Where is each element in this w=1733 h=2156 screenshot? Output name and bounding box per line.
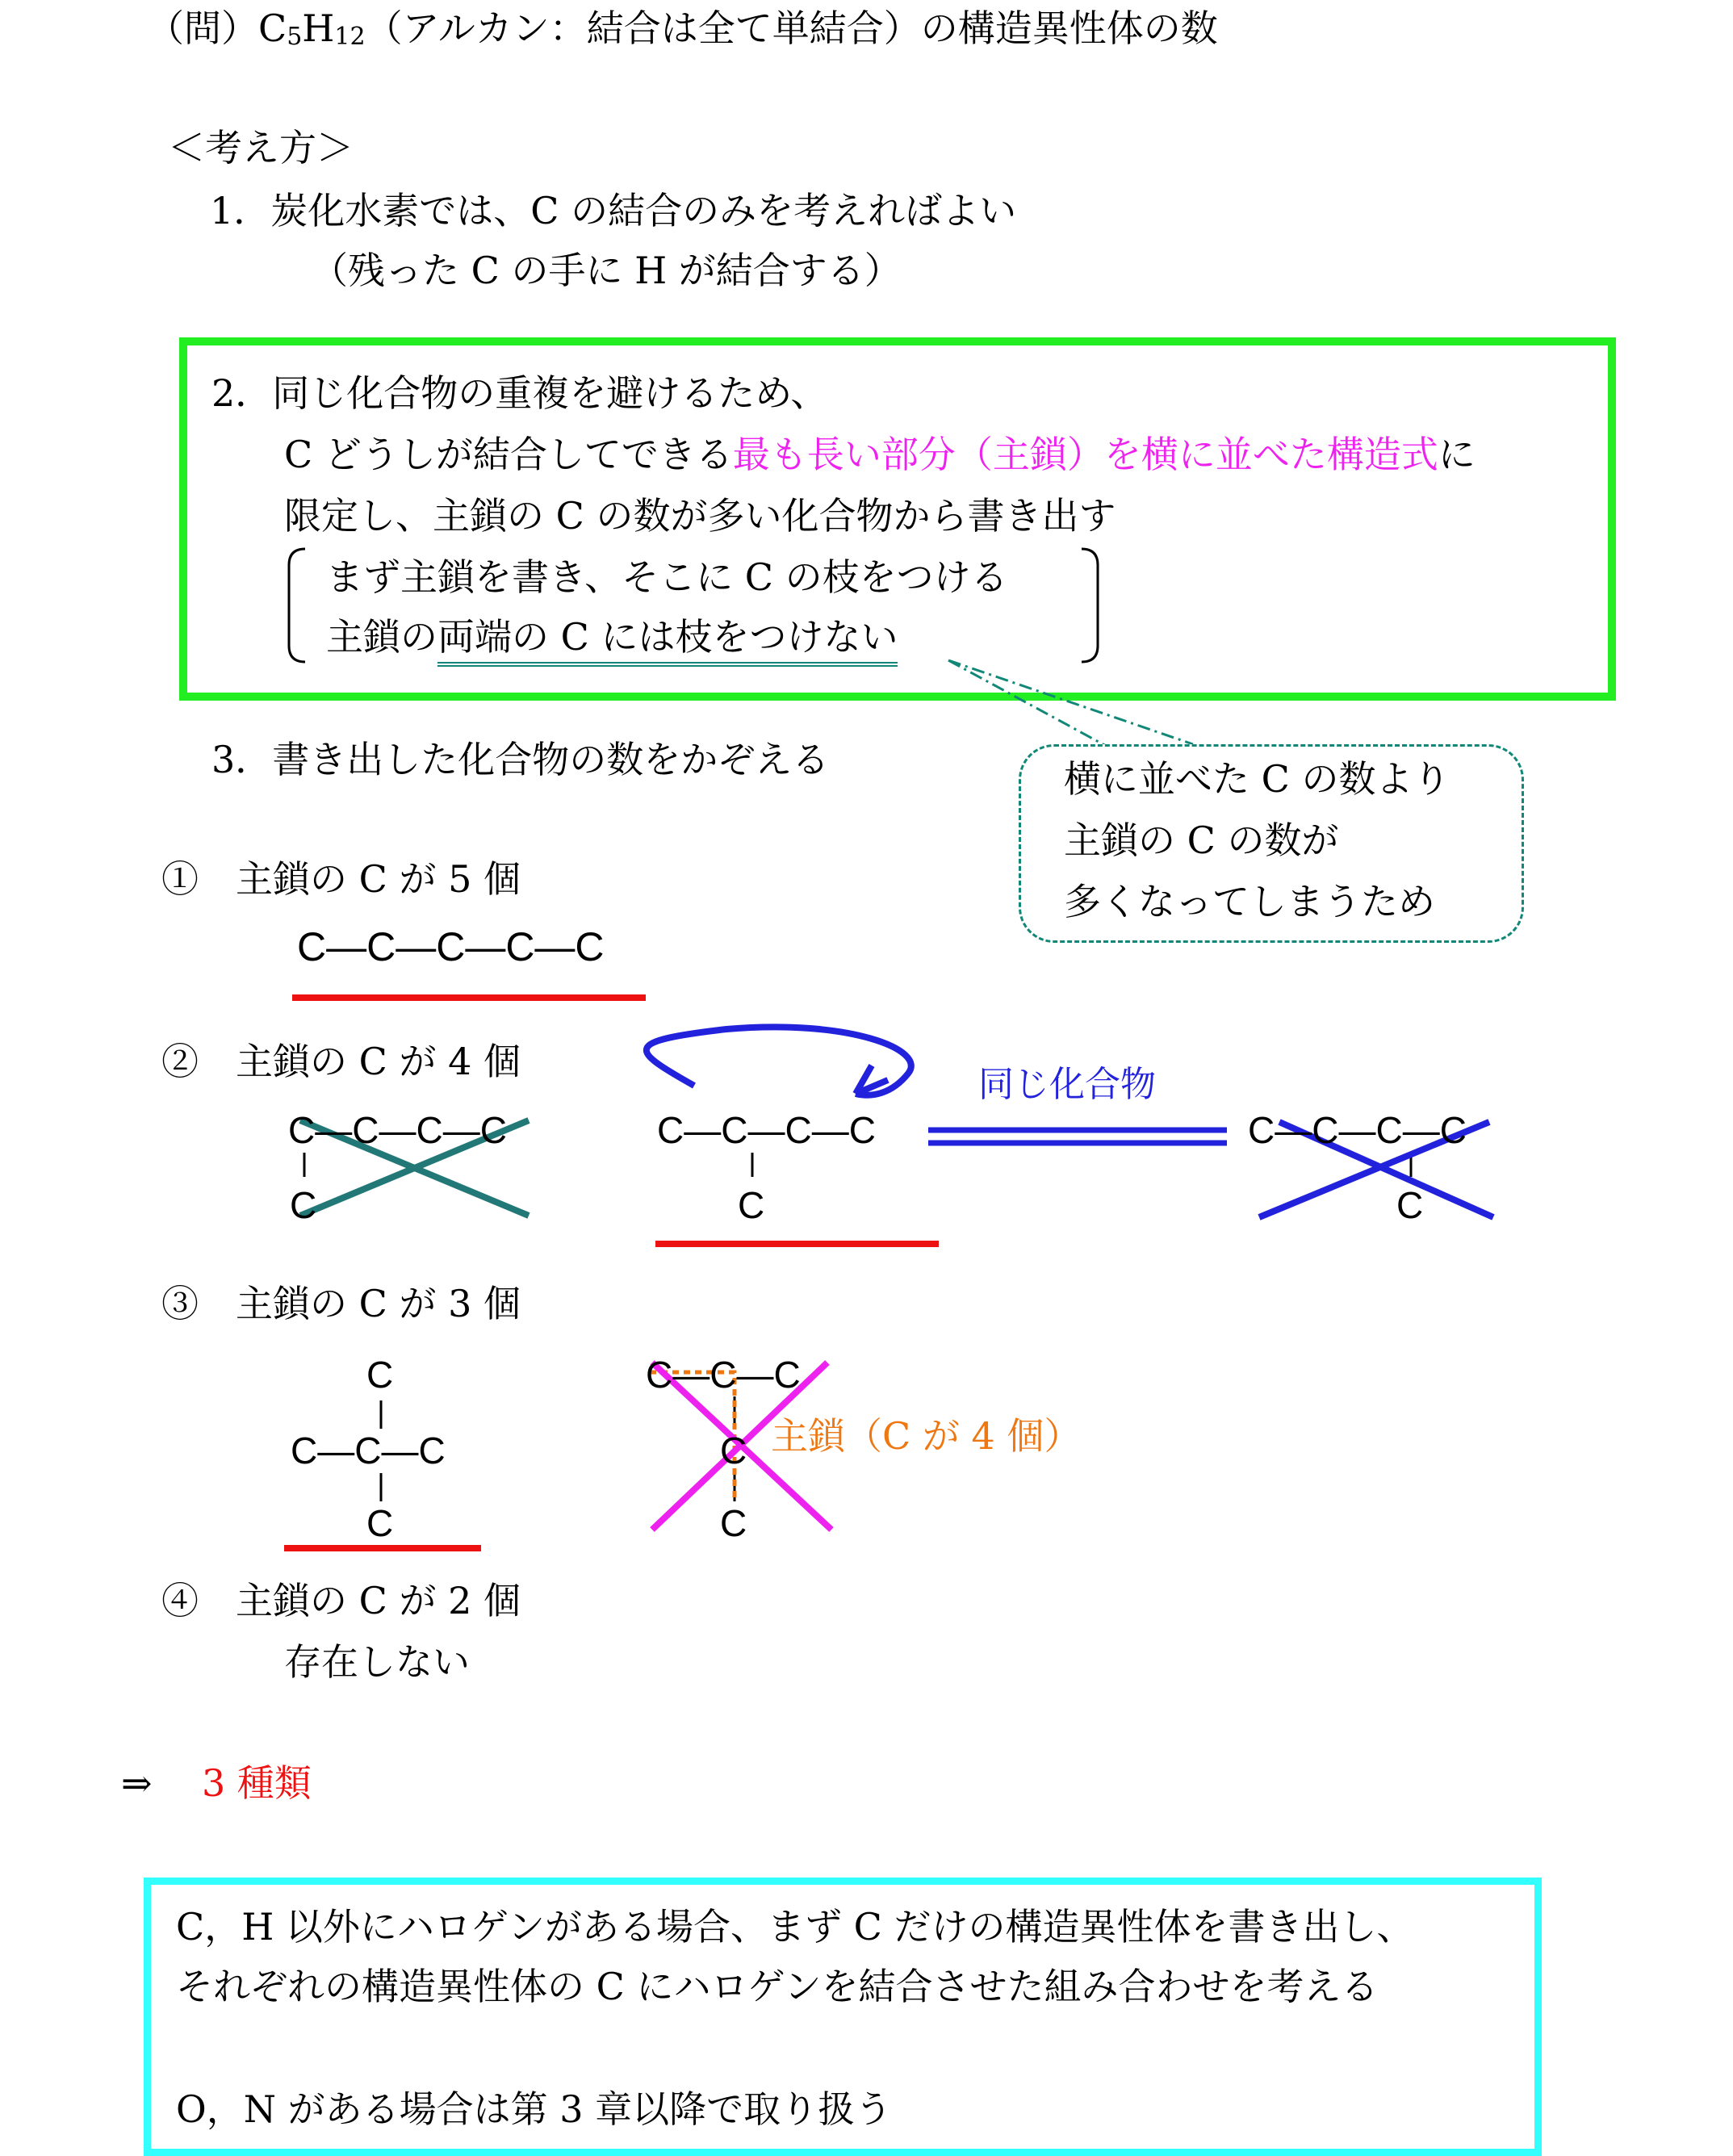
step2-line1: 2．同じ化合物の重複を避けるため、 <box>211 371 828 415</box>
case1-label: ① 主鎖の C が 5 個 <box>161 857 521 901</box>
case4-note: 存在しない <box>284 1640 470 1684</box>
step2-line2: C どうしが結合してできる最も長い部分（主鎖）を横に並べた構造式に <box>284 433 1476 476</box>
same-compound-label: 同じ化合物 <box>978 1064 1156 1105</box>
case2a-chain: C—C—C—C <box>288 1109 507 1151</box>
case3a-chain: C—C—C <box>291 1430 446 1472</box>
bracket-line1: まず主鎖を書き、そこに C の枝をつける <box>326 555 1008 599</box>
callout-line3: 多くなってしまうため <box>1064 880 1435 923</box>
case3a-top: C <box>366 1354 394 1396</box>
case2c-branch: C <box>1396 1184 1424 1226</box>
ends-no-branch-underlined: 両端の C には枝をつけない <box>437 615 898 667</box>
case2a-branch: C <box>290 1184 317 1226</box>
page-title: （問）$C_5H_{12}$（アルカン：結合は全て単結合）の構造異性体の数 <box>147 6 1218 51</box>
step3: 3．書き出した化合物の数をかぞえる <box>211 738 830 781</box>
bracket-left <box>289 549 305 662</box>
case2b-branch: C <box>738 1184 765 1226</box>
case3b-main-chain-note: 主鎖（C が 4 個） <box>771 1414 1082 1458</box>
case1-formula: C—C—C—C—C <box>297 924 605 969</box>
case2b-chain: C—C—C—C <box>657 1109 876 1151</box>
step1-line1: 1．炭化水素では、C の結合のみを考えればよい <box>210 189 1017 232</box>
note-line2: それぞれの構造異性体の C にハロゲンを結合させた組み合わせを考える <box>176 1965 1379 2008</box>
case3b-chain: C—C—C <box>646 1354 801 1396</box>
bracket-right <box>1082 549 1098 662</box>
case3b-middle: C <box>720 1430 747 1472</box>
case2-label: ② 主鎖の C が 4 個 <box>161 1040 521 1083</box>
case3b-bottom: C <box>720 1502 747 1544</box>
callout-line2: 主鎖の C の数が <box>1064 818 1339 862</box>
bracket-line2: 主鎖の両端の C には枝をつけない <box>326 618 898 655</box>
step2-line3: 限定し、主鎖の C の数が多い化合物から書き出す <box>284 494 1116 538</box>
main-chain-highlight: 最も長い部分（主鎖）を横に並べた構造式 <box>732 433 1438 476</box>
step1-line2: （残った C の手に H が結合する） <box>311 249 902 292</box>
case4-label: ④ 主鎖の C が 2 個 <box>161 1579 521 1622</box>
case3a-bottom: C <box>366 1502 394 1544</box>
answer-value: 3 種類 <box>202 1761 312 1805</box>
answer-arrow: ⇒ <box>121 1761 153 1805</box>
case2c-chain: C—C—C—C <box>1248 1109 1467 1151</box>
callout-line1: 横に並べた C の数より <box>1064 757 1450 801</box>
case3-label: ③ 主鎖の C が 3 個 <box>161 1282 521 1325</box>
note-line1: C，H 以外にハロゲンがある場合、まず C だけの構造異性体を書き出し、 <box>176 1905 1414 1949</box>
note-line3: O，N がある場合は第 3 章以降で取り扱う <box>176 2087 893 2131</box>
callout-pointer <box>948 660 1193 747</box>
approach-heading: ＜考え方＞ <box>168 126 354 170</box>
